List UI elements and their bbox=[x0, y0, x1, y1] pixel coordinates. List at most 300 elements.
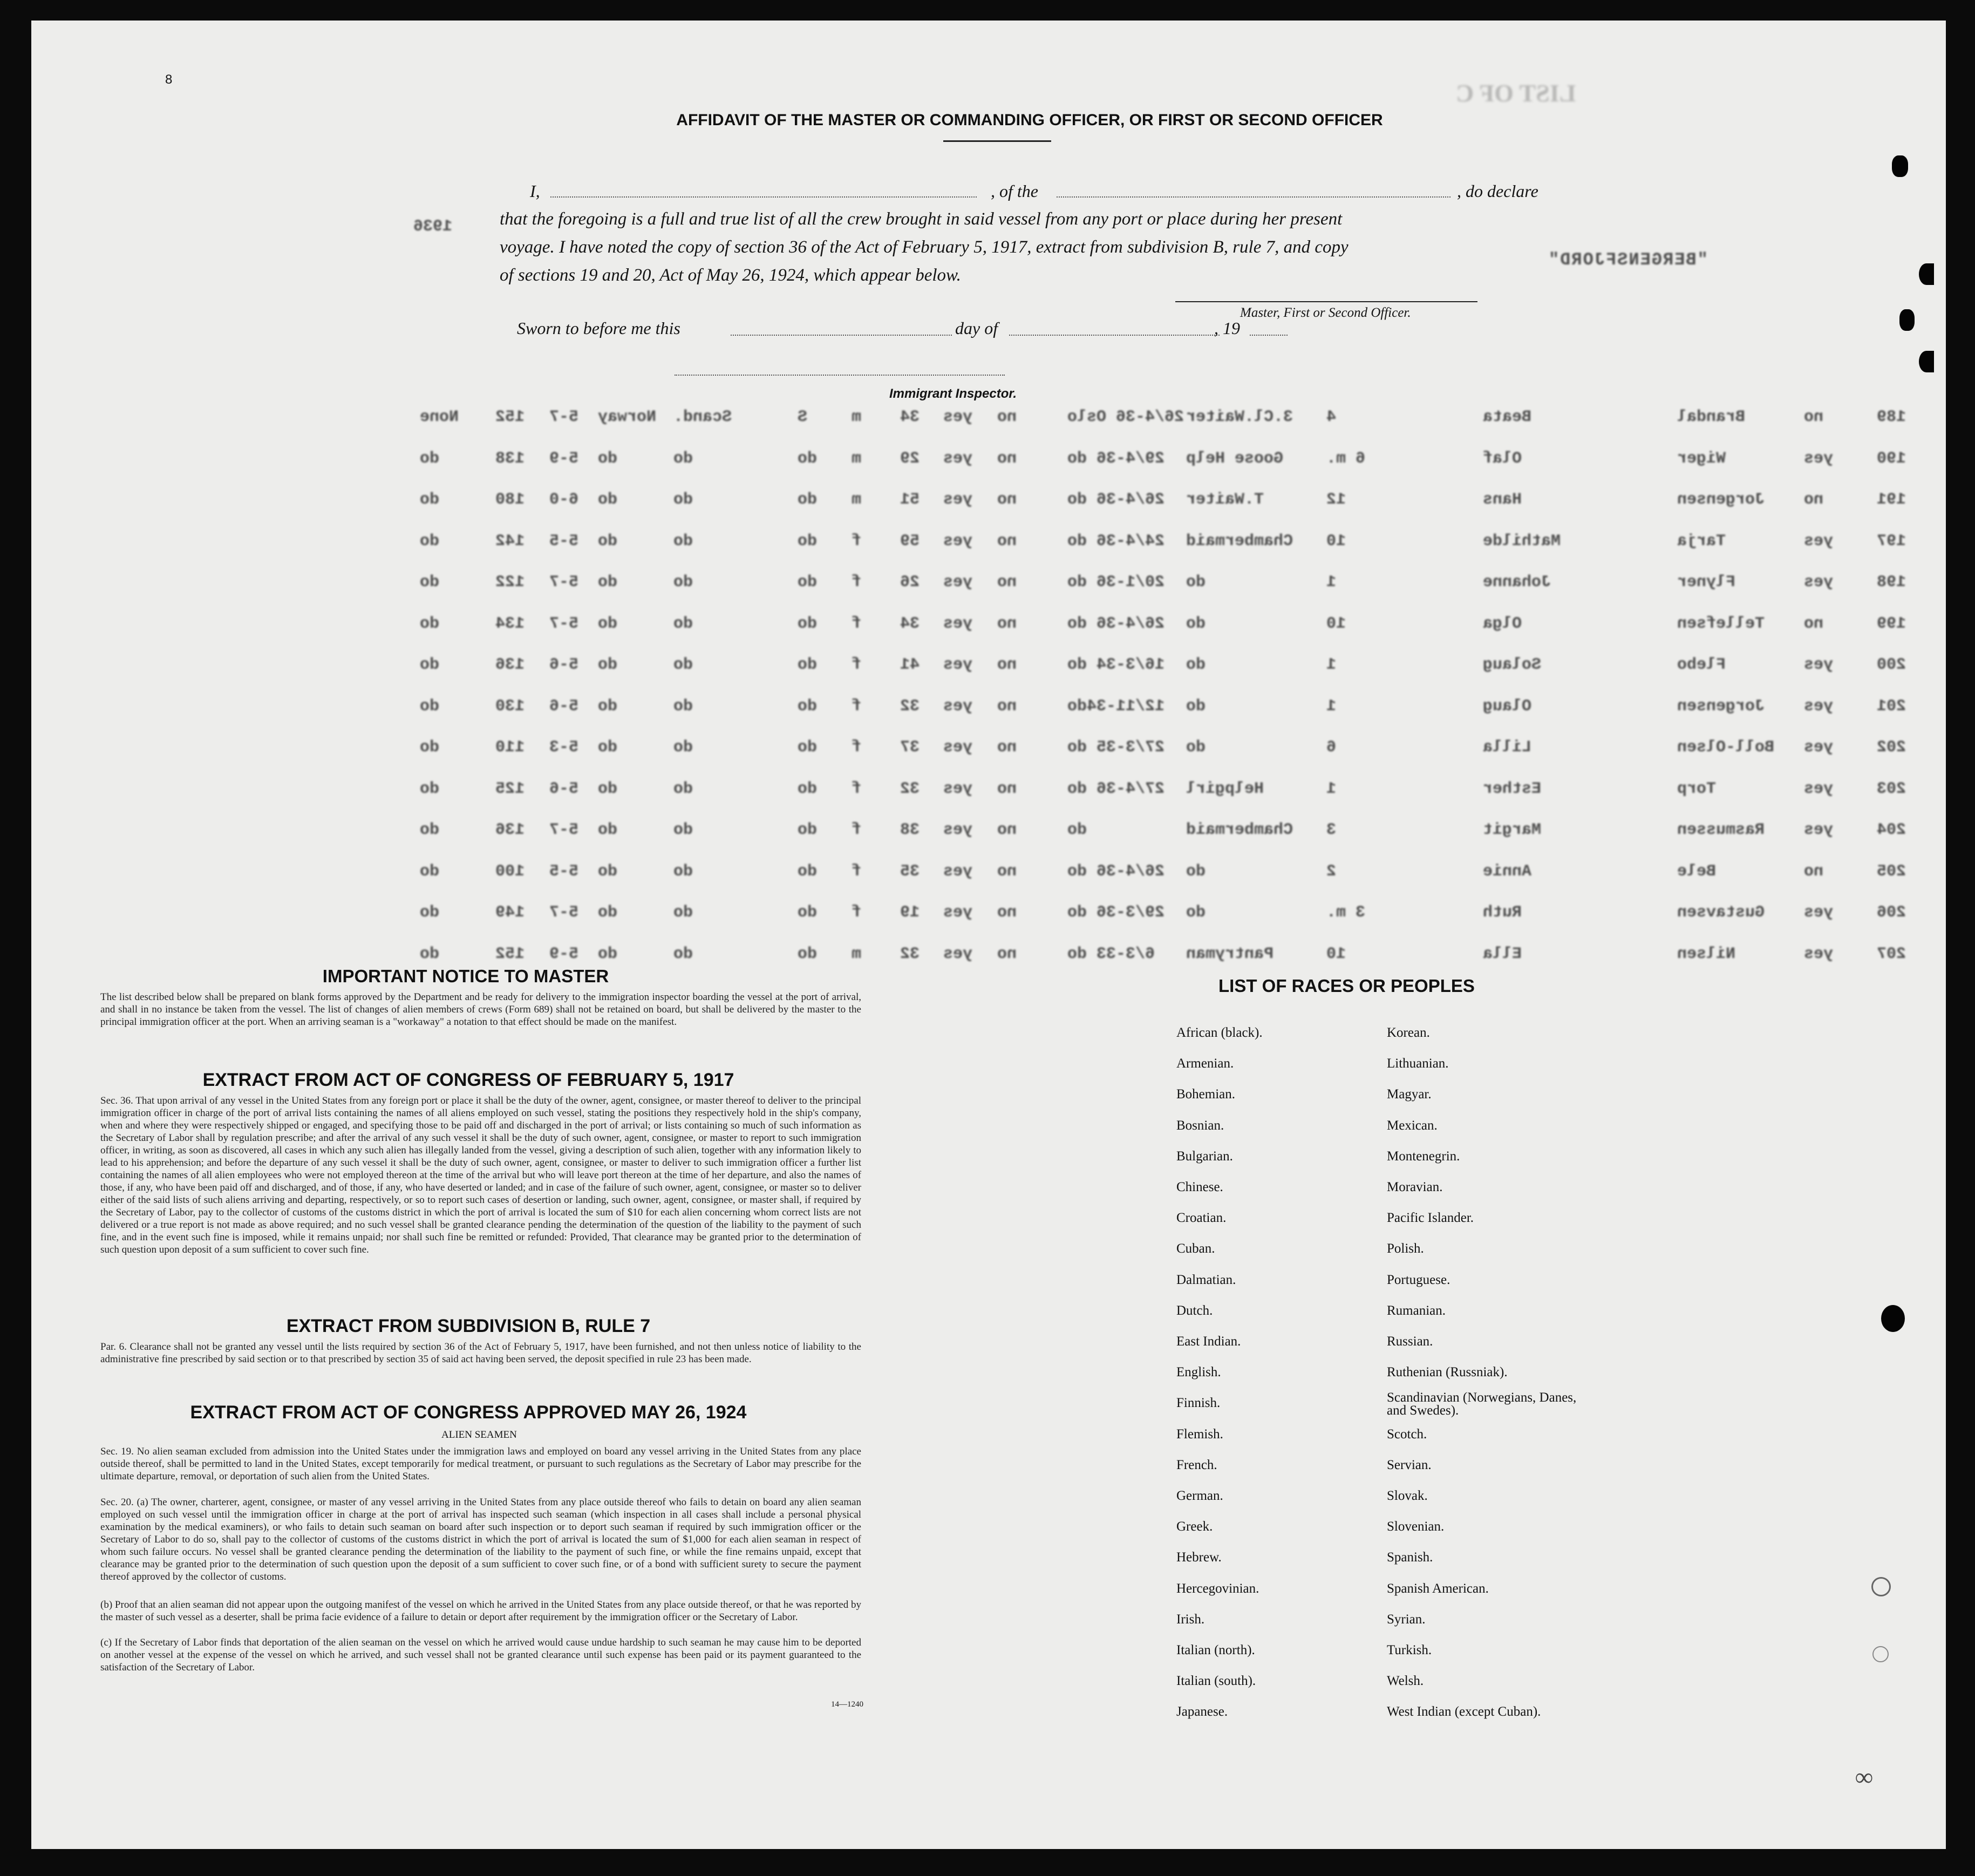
bleed-cell-ht: 5-7 bbox=[549, 821, 579, 839]
extract3-sec19: Sec. 19. No alien seaman excluded from admission into the United States under the immigration laws and employed on board any vessel arriving in the United States from any place outside thereof, shall be permitted to land in the United States, except temporarily for medical treatment, or pursuant to such regulations as the Secretary of Labor may prescribe for the ultimate departure, removal, or deportation of such alien from the United States. bbox=[100, 1446, 861, 1482]
bleed-cell-no: 204 bbox=[1877, 821, 1906, 839]
bleed-cell-ans: no bbox=[1804, 408, 1824, 426]
bleed-cell-given: Olga bbox=[1483, 614, 1522, 633]
race-item: Rumanian. bbox=[1387, 1303, 1446, 1318]
bleed-cell-eye: do bbox=[420, 449, 440, 468]
bleed-cell-age: 32 bbox=[900, 944, 920, 963]
bleed-cell-st: do bbox=[798, 614, 818, 633]
punch-hole-mark bbox=[1881, 1305, 1905, 1332]
bleed-cell-ht: 5-5 bbox=[549, 532, 579, 550]
bleed-cell-given: Beata bbox=[1483, 408, 1532, 426]
bleed-cell-given: Mathilde bbox=[1483, 532, 1561, 550]
bleed-cell-n: 6 m. bbox=[1326, 449, 1366, 468]
inspector-label: Immigrant Inspector. bbox=[889, 386, 1017, 401]
bleed-cell-ans: yes bbox=[1804, 779, 1834, 798]
bleed-cell-n: 1 bbox=[1326, 779, 1337, 798]
bleed-cell-n: 1 bbox=[1326, 573, 1337, 592]
bleed-cell-st: do bbox=[798, 656, 818, 674]
bleed-cell-surname: Torp bbox=[1677, 779, 1717, 798]
pencil-mark: ∞ bbox=[1855, 1763, 1873, 1791]
race-item: Italian (south). bbox=[1176, 1674, 1256, 1689]
bleed-cell-age: 51 bbox=[900, 491, 920, 509]
race-item: Bohemian. bbox=[1176, 1087, 1236, 1102]
bleed-cell-age: 34 bbox=[900, 408, 920, 426]
bleed-cell-date: 12/11-34do bbox=[1067, 697, 1165, 716]
bleed-cell-yes: yes bbox=[943, 821, 973, 839]
bleed-cell-ans: yes bbox=[1804, 573, 1834, 592]
bleed-cell-ht: 5-7 bbox=[549, 408, 579, 426]
sworn-year-field[interactable] bbox=[1250, 335, 1288, 336]
punch-hole-mark bbox=[1899, 309, 1915, 331]
race-item: Portuguese. bbox=[1387, 1272, 1450, 1287]
bleed-cell-q: no bbox=[997, 614, 1017, 633]
race-item: Dutch. bbox=[1176, 1303, 1213, 1318]
race-item: Welsh. bbox=[1387, 1674, 1424, 1689]
bleed-cell-n: 4 bbox=[1326, 408, 1337, 426]
bleed-cell-st: do bbox=[798, 903, 818, 922]
bleed-cell-nat: do bbox=[598, 449, 618, 468]
bleed-cell-age: 19 bbox=[900, 903, 920, 922]
bleed-cell-yes: yes bbox=[943, 614, 973, 633]
bleed-cell-n: 2 bbox=[1326, 862, 1337, 881]
bleed-cell-ht: 5-6 bbox=[549, 779, 579, 798]
bleed-row bbox=[31, 573, 1946, 606]
bleed-cell-race: do bbox=[673, 573, 693, 592]
page-number: 8 bbox=[165, 72, 173, 87]
bleed-cell-ans: yes bbox=[1804, 532, 1834, 550]
bleed-cell-surname: Flyner bbox=[1677, 573, 1736, 592]
bleed-cell-date: 6/3-33 do bbox=[1067, 944, 1155, 963]
bleed-cell-given: Lilla bbox=[1483, 738, 1532, 757]
inspector-signature-line[interactable] bbox=[675, 375, 1005, 376]
race-item: East Indian. bbox=[1176, 1334, 1241, 1349]
bleed-cell-no: 197 bbox=[1877, 532, 1906, 550]
bleed-cell-surname: Gustavsen bbox=[1677, 903, 1765, 922]
extract3-title: EXTRACT FROM ACT OF CONGRESS APPROVED MAY 26, 1924 bbox=[190, 1402, 747, 1423]
bleed-cell-ans: yes bbox=[1804, 944, 1834, 963]
bleed-cell-surname: Jorgensen bbox=[1677, 697, 1765, 716]
bleed-cell-race: do bbox=[673, 903, 693, 922]
notice-text: The list described below shall be prepared on blank forms approved by the Department and be ready for delivery to the immigration inspector boarding the vessel at the port of arrival, and shall in no instance be taken from the vessel. The list of changes of alien members of crews (Form 689) shall not be retained on board, but shall be delivered by the master to the principal immigration officer at the port. When an arriving seaman is a "workaway" a notation to that effect should be made on the manifest. bbox=[100, 991, 861, 1028]
bleed-cell-wt: 138 bbox=[495, 449, 525, 468]
bleed-cell-race: do bbox=[673, 821, 693, 839]
bleed-cell-no: 199 bbox=[1877, 614, 1906, 633]
bleed-cell-eye: do bbox=[420, 532, 440, 550]
bleed-cell-ht: 5-6 bbox=[549, 656, 579, 674]
bleed-cell-ht: 5-5 bbox=[549, 862, 579, 881]
bleed-cell-nat: do bbox=[598, 656, 618, 674]
bleed-cell-no: 200 bbox=[1877, 656, 1906, 674]
bleed-cell-race: Scand. bbox=[673, 408, 732, 426]
race-item: Korean. bbox=[1387, 1025, 1430, 1040]
race-item: Italian (north). bbox=[1176, 1643, 1255, 1657]
bleed-cell-sex: m bbox=[852, 491, 862, 509]
race-item: West Indian (except Cuban). bbox=[1387, 1704, 1541, 1719]
bleed-cell-race: do bbox=[673, 532, 693, 550]
bleed-cell-wt: 125 bbox=[495, 779, 525, 798]
race-item: Armenian. bbox=[1176, 1056, 1234, 1071]
bleed-cell-sex: f bbox=[852, 862, 862, 881]
bleed-cell-st: do bbox=[798, 573, 818, 592]
bleed-cell-ans: yes bbox=[1804, 449, 1834, 468]
bleed-cell-nat: do bbox=[598, 573, 618, 592]
extract1-text: Sec. 36. That upon arrival of any vessel in the United States from any foreign port or place it shall be the duty of the owner, agent, consignee, or master thereof to deliver to the principal immigration officer in charge of the port of arrival lists containing the names of all aliens employed on such vessel, stating the positions they respectively hold in the ship's company, when and where they were respectively shipped or engaged, and specifying those to be paid off and discharged in the port of arrival; or lists containing so much of such information as the Secretary of Labor shall by regulation prescribe; and after the arrival of any such vessel it shall be the duty of such owner, agent, consignee, or master to report to such immigration officer, in writing, as soon as discovered, all cases in which any such alien has illegally landed from the vessel, giving a description of such alien, together with any information likely to lead to his apprehension; and before the departure of any such vessel it shall be the duty of such owner, agent, consignee, or master to deliver to such immigration officer a further list containing the names of all alien employees who were not employed thereon at the time of the arrival but who will leave port thereon at the time of her departure, and also the names of those, if any, who have been paid off and discharged, and of those, if any, who have deserted or landed; and in case of the failure of such owner, agent, consignee, or master so to deliver either of the said lists of such aliens arriving and departing, respectively, or so to report such cases of desertion or landing, such owner, agent, consignee, or master shall, if required by the Secretary of Labor, pay to the collector of customs of the customs district in which the port of arrival is located the sum of $10 for each alien concerning whom correct lists are not delivered or a true report is not made as above required; and no such vessel shall be granted clearance pending the determination of the question of the liability to the payment of such fine, and in the event such fine is imposed, while it remains unpaid; nor shall such fine be remitted or refunded: Provided, That clearance may be granted prior to the determination of such question upon deposit of a sum sufficient to cover such fine. bbox=[100, 1095, 861, 1255]
bleed-cell-pos: do bbox=[1186, 697, 1206, 716]
bleed-cell-age: 32 bbox=[900, 697, 920, 716]
bleed-cell-nat: do bbox=[598, 738, 618, 757]
extract3-sec20b: (b) Proof that an alien seaman did not appear upon the outgoing manifest of the vessel on which he arrived in the United States from any place outside thereof, or that he was reported by the master of such vessel as a deserter, shall be prima facie evidence of a failure to detain or deport after requirement by the immigration officer or the Secretary of Labor. bbox=[100, 1599, 861, 1623]
bleed-cell-q: no bbox=[997, 697, 1017, 716]
bleed-header-code: "BERGENSFJORD" bbox=[1548, 250, 1708, 270]
extract2-text: Par. 6. Clearance shall not be granted any vessel until the lists required by section 36 of the Act of February 5, 1917, have been furnished, and not then unless notice of liability to the administrative fine prescribed by said section or to that prescribed by section 35 of said act having been served, the deposit specified in rule 23 has been made. bbox=[100, 1341, 861, 1365]
bleed-cell-race: do bbox=[673, 862, 693, 881]
bleed-cell-no: 206 bbox=[1877, 903, 1906, 922]
punch-hole-outline bbox=[1871, 1577, 1891, 1596]
sworn-label: Sworn to before me this bbox=[517, 318, 680, 338]
bleed-cell-nat: do bbox=[598, 862, 618, 881]
bleed-cell-eye: do bbox=[420, 903, 440, 922]
bleed-cell-yes: yes bbox=[943, 408, 973, 426]
bleed-cell-age: 35 bbox=[900, 862, 920, 881]
bleed-cell-nat: do bbox=[598, 491, 618, 509]
bleed-cell-nat: do bbox=[598, 903, 618, 922]
race-item: Moravian. bbox=[1387, 1180, 1443, 1194]
bleed-cell-q: no bbox=[997, 944, 1017, 963]
bleed-cell-ans: yes bbox=[1804, 656, 1834, 674]
race-item: Cuban. bbox=[1176, 1241, 1215, 1256]
bleed-cell-no: 191 bbox=[1877, 491, 1906, 509]
bleed-cell-sex: m bbox=[852, 408, 862, 426]
bleed-cell-yes: yes bbox=[943, 903, 973, 922]
race-item: Servian. bbox=[1387, 1457, 1432, 1472]
bleed-cell-q: no bbox=[997, 408, 1017, 426]
bleed-cell-no: 198 bbox=[1877, 573, 1906, 592]
race-item: Pacific Islander. bbox=[1387, 1211, 1474, 1226]
race-item: Spanish. bbox=[1387, 1550, 1433, 1565]
bleed-cell-eye: do bbox=[420, 656, 440, 674]
bleed-cell-yes: yes bbox=[943, 779, 973, 798]
bleed-cell-st: do bbox=[798, 738, 818, 757]
race-item: English. bbox=[1176, 1365, 1221, 1380]
affidavit-body-3: voyage. I have noted the copy of section 36 of the Act of February 5, 1917, extract from subdivision B, rule 7, and copy bbox=[500, 237, 1349, 257]
extract3-subtitle: ALIEN SEAMEN bbox=[441, 1429, 517, 1440]
bleed-cell-q: no bbox=[997, 821, 1017, 839]
bleed-cell-date: 29/3-36 do bbox=[1067, 903, 1165, 922]
bleed-cell-st: do bbox=[798, 449, 818, 468]
bleed-cell-nat: do bbox=[598, 944, 618, 963]
bleed-cell-sex: f bbox=[852, 779, 862, 798]
bleed-cell-st: S bbox=[798, 408, 808, 426]
bleed-row bbox=[31, 738, 1946, 771]
race-item: Japanese. bbox=[1176, 1704, 1228, 1719]
bleed-row bbox=[31, 450, 1946, 482]
document-page: 8 1936 "BERGENSFJORD" LIST OF C AFFIDAVIT OF THE MASTER OR COMMANDING OFFICER, OR FIRST OR SECOND OFFICER I, , of the , do declare that the foregoing is a full and true list of all the crew brought in said vessel from any port or place during her present voyage. I have noted the copy of section 36 of the Act of February 5, 1917, extract from subdivision B, rule 7, and copy of sections 19 and 20, Act of May 26, 1924, which appear below. Master, First or Second Officer. Sworn to before me this day of , 19 Immigrant Inspector. 189 no Brandal Beata 4 3.Cl.Waiter 26/4-36 Oslo no yes 34 m S Scand. Norway 5-7 152 None 190 yes Wiger Olaf 6 m. Goose Help 29/4-36 do no yes 29 m do do do 5-9 138 do 191 no Jorgensen Hans 12 T.Waiter 26/4-36 do no yes 51 m do do do 6-0 180 do 197 yes Tarja Mathilde 10 Chambermaid 24/4-36 do no yes 59 f do do do 5-5 142 do 198 yes Flyner Johanne 1 do 20/1-36 do no yes 26 f do do do 5-7 122 do 199 no Tellefsen Olga 10 do 26/4-36 do no yes 34 f do do do 5-7 134 do 200 yes Flebo Solaug 1 do 16/3-34 do no yes 41 f do do do 5-6 136 do 201 yes Jorgensen Olaug 1 do 12/11-34do no yes 32 f do do do 5-6 130 do 202 yes Boll-Olsen Lilla 6 do 27/3-35 do no yes 37 f do do do 5-3 110 do 203 yes Torp Esther 1 Helpgirl 27/4-36 do no yes 32 f do do do 5-6 125 do 204 yes Rasmussen Margit 3 Chambermaid do no yes 38 f do do do 5-7 136 do 205 no Bele Annie 2 do 26/4-36 do no yes 35 f do do do 5-5 100 do 206 yes Gustavsen Ruth 3 m. do 29/3-36 do no yes 19 f do do do 5-7 149 do 207 yes Nilsen Ella 10 Pantryman 6/3-33 do no yes 32 m do do do 5-9 152 do IMPORTANT NOTICE TO MASTER The list described below shall be prepared on blank forms approved by the Department and be ready for delivery to the immigration inspector boarding the vessel at the port of arrival, and shall in no instance be taken from the vessel. The list of changes of alien members of crews (Form 689) shall not be retained on board, but shall be delivered by the master to the principal immigration officer at the port. When an arriving seaman is a "workaway" a notation to that effect should be made on the manifest. EXTRACT FROM ACT OF CONGRESS OF FEBRUARY 5, 1917 Sec. 36. That upon arrival of any vessel in the United States from any foreign port or place it shall be the duty of the owner, agent, consignee, or master thereof to deliver to the principal immigration officer in charge of the port of arrival lists containing the names of all aliens employed on such vessel, stating the positions they respectively hold in the ship's company, when and where they were respectively shipped or engaged, and specifying those to be paid off and discharged in the port of arrival; or lists containing so much of such information as the Secretary of Labor shall by regulation prescribe; and after the arrival of any such vessel it shall be the duty of such owner, agent, consignee, or master to report to such immigration officer, in writing, as soon as discovered, all cases in which any such alien has illegally landed from the vessel, giving a description of such alien, together with any information likely to lead to his apprehension; and before the departure of any such vessel it shall be the duty of such owner, agent, consignee, or master to deliver to such immigration officer a further list containing the names of all alien employees who were not employed thereon at the time of the arrival but who will leave port thereon at the time of her departure, and also the names of those, if any, who have been paid off and discharged, and of those, if any, who have deserted or landed; and in case of the failure of such owner, agent, consignee, or master so to deliver either of the said lists of such aliens arriving and departing, respectively, or so to report such cases of desertion or landing, such owner, agent, consignee, or master shall, if required by the Secretary of Labor, pay to the collector of customs of the customs district in which the port of arrival is located the sum of $10 for each alien concerning whom correct lists are not delivered or a true report is not made as above required; and no such vessel shall be granted clearance pending the determination of the question of the liability to the payment of such fine, and in the event such fine is imposed, while it remains unpaid; nor shall such fine be remitted or refunded: Provided, That clearance may be granted prior to the determination of such question upon deposit of a sum sufficient to cover such fine. EXTRACT FROM SUBDIVISION B, RULE 7 Par. 6. Clearance shall not be granted any vessel until the lists required by section 36 of the Act of February 5, 1917, have been furnished, and not then unless notice of liability to the administrative fine prescribed by said section or to that prescribed by section 35 of said act having been served, the deposit specified in rule 23 has been made. EXTRACT FROM ACT OF CONGRESS APPROVED MAY 26, 1924 ALIEN SEAMEN Sec. 19. No alien seaman excluded from admission into the United States under the immigration laws and employed on board any vessel arriving in the United States from any place outside thereof, shall be permitted to land in the United States, except temporarily for medical treatment, or pursuant to such regulations as the Secretary of Labor may prescribe for the ultimate departure, removal, or deportation of such alien from the United States. Sec. 20. (a) The owner, charterer, agent, consignee, or master of any vessel arriving in the United States from any place outside thereof who fails to detain on board any alien seaman employed on such vessel until the immigration officer in charge at the port of arrival has inspected such seaman (which inspection in all cases shall include a personal physical examination by the medical examiners), or who fails to detain such seaman on board after such inspection or to deport such seaman if required by such immigration officer or the Secretary of Labor to do so, shall pay to the collector of customs of the customs district in which the port of arrival is located the sum of $1,000 for each alien seaman in respect of whom such failure occurs. No vessel shall be granted clearance pending the determination of the liability to the payment of such fine, or while the fine remains unpaid, except that clearance may be granted prior to the determination of such question upon the deposit of a sum sufficient to cover such fine, or of a bond with sufficient surety to secure the payment thereof approved by the collector of customs. (b) Proof that an alien seaman did not appear upon the outgoing manifest of the vessel on which he arrived in the United States from any place outside thereof, or that he was reported by the master of such vessel as a deserter, shall be prima facie evidence of a failure to detain or deport after requirement by the immigration officer or the Secretary of Labor. (c) If the Secretary of Labor finds that deportation of the alien seaman on the vessel on which he arrived would cause undue hardship to such seaman he may cause him to be deported on another vessel at the expense of the vessel on which he arrived, and such vessel shall not be granted clearance until such expense has been paid or its payment guaranteed to the satisfaction of the Secretary of Labor. 14—1240 LIST OF RACES OR PEOPLES African (black). Armenian. Bohemian. Bosnian. Bulgarian. Chinese. Croatian. Cuban. Dalmatian. Dutch. East Indian. English. Finnish. Flemish. French. German. Greek. Hebrew. Hercegovinian. Irish. Italian (north). Italian (south). Japanese. Korean. Lithuanian. Magyar. Mexican. Montenegrin. Moravian. Pacific Islander. Polish. Portuguese. Rumanian. Russian. Ruthenian (Russniak). Scandinavian (Norwegians, Danes, and Swedes). Scotch. Servian. Slovak. Slovenian. Spanish. Spanish American. Syrian. Turkish. Welsh. West Indian (except Cuban). ∞ bbox=[31, 21, 1946, 1849]
bleed-cell-n: 6 bbox=[1326, 738, 1337, 757]
bleed-cell-sex: f bbox=[852, 532, 862, 550]
bleed-cell-n: 3 bbox=[1326, 821, 1337, 839]
bleed-cell-race: do bbox=[673, 656, 693, 674]
bleed-cell-age: 38 bbox=[900, 821, 920, 839]
race-item: Hebrew. bbox=[1176, 1550, 1222, 1565]
punch-hole-mark bbox=[1892, 155, 1908, 177]
bleed-cell-eye: do bbox=[420, 821, 440, 839]
bleed-cell-no: 205 bbox=[1877, 862, 1906, 881]
bleed-cell-yes: yes bbox=[943, 491, 973, 509]
sworn-day-field[interactable] bbox=[731, 335, 952, 336]
race-item: Polish. bbox=[1387, 1241, 1424, 1256]
bleed-cell-race: do bbox=[673, 738, 693, 757]
bleed-cell-no: 203 bbox=[1877, 779, 1906, 798]
name-field[interactable] bbox=[550, 196, 977, 198]
bleed-cell-pos: T.Waiter bbox=[1186, 491, 1264, 509]
bleed-cell-yes: yes bbox=[943, 697, 973, 716]
bleed-cell-given: Ella bbox=[1483, 944, 1522, 963]
bleed-cell-pos: 3.Cl.Waiter bbox=[1186, 408, 1293, 426]
bleed-cell-n: 10 bbox=[1326, 532, 1346, 550]
bleed-cell-q: no bbox=[997, 738, 1017, 757]
bleed-cell-ht: 5-9 bbox=[549, 944, 579, 963]
bleed-cell-eye: do bbox=[420, 697, 440, 716]
bleed-cell-pos: Helpgirl bbox=[1186, 779, 1264, 798]
bleed-cell-sex: f bbox=[852, 697, 862, 716]
race-item: Montenegrin. bbox=[1387, 1148, 1460, 1164]
bleed-cell-given: Olaug bbox=[1483, 697, 1532, 716]
bleed-cell-wt: 152 bbox=[495, 408, 525, 426]
bleed-cell-date: 29/4-36 do bbox=[1067, 449, 1165, 468]
bleed-cell-ht: 5-7 bbox=[549, 614, 579, 633]
sworn-month-field[interactable] bbox=[1009, 335, 1220, 336]
affidavit-title: AFFIDAVIT OF THE MASTER OR COMMANDING OFFICER, OR FIRST OR SECOND OFFICER bbox=[676, 111, 1383, 129]
bleed-cell-st: do bbox=[798, 532, 818, 550]
races-title: LIST OF RACES OR PEOPLES bbox=[1218, 976, 1475, 996]
notice-title: IMPORTANT NOTICE TO MASTER bbox=[322, 966, 609, 986]
bleed-cell-st: do bbox=[798, 862, 818, 881]
bleed-cell-wt: 100 bbox=[495, 862, 525, 881]
bleed-row bbox=[31, 491, 1946, 523]
bleed-cell-given: Ruth bbox=[1483, 903, 1522, 922]
bleed-cell-given: Johanne bbox=[1483, 573, 1551, 592]
bleed-cell-wt: 110 bbox=[495, 738, 525, 757]
bleed-cell-date: 16/3-34 do bbox=[1067, 656, 1165, 674]
extract3-sec20c: (c) If the Secretary of Labor finds that deportation of the alien seaman on the vessel on which he arrived would cause undue hardship to such seaman he may cause him to be deported on another vessel at the expense of the vessel on which he arrived, and such vessel shall not be granted clearance until such expense has been paid or its payment guaranteed to the satisfaction of the Secretary of Labor. bbox=[100, 1637, 861, 1673]
vessel-field[interactable] bbox=[1057, 196, 1450, 198]
bleed-row bbox=[31, 780, 1946, 812]
bleed-cell-pos: do bbox=[1186, 614, 1206, 633]
bleed-cell-ans: yes bbox=[1804, 903, 1834, 922]
bleed-cell-eye: do bbox=[420, 614, 440, 633]
race-item: Mexican. bbox=[1387, 1118, 1438, 1133]
bleed-cell-given: Hans bbox=[1483, 491, 1522, 509]
bleed-cell-sex: m bbox=[852, 449, 862, 468]
extract2-title: EXTRACT FROM SUBDIVISION B, RULE 7 bbox=[286, 1316, 651, 1336]
bleed-cell-q: no bbox=[997, 573, 1017, 592]
bleed-cell-no: 190 bbox=[1877, 449, 1906, 468]
bleed-cell-wt: 134 bbox=[495, 614, 525, 633]
bleed-cell-surname: Flebo bbox=[1677, 656, 1726, 674]
master-signature-line[interactable] bbox=[1175, 301, 1477, 302]
bleed-cell-ans: yes bbox=[1804, 738, 1834, 757]
bleed-cell-race: do bbox=[673, 779, 693, 798]
bleed-cell-wt: 136 bbox=[495, 656, 525, 674]
bleed-cell-wt: 136 bbox=[495, 821, 525, 839]
bleed-cell-ans: yes bbox=[1804, 697, 1834, 716]
bleed-cell-ht: 5-3 bbox=[549, 738, 579, 757]
bleed-cell-q: no bbox=[997, 903, 1017, 922]
punch-hole-mark bbox=[1919, 351, 1934, 372]
bleed-cell-n: 1 bbox=[1326, 697, 1337, 716]
race-item: Chinese. bbox=[1176, 1180, 1223, 1194]
bleed-cell-yes: yes bbox=[943, 573, 973, 592]
bleed-cell-eye: do bbox=[420, 944, 440, 963]
bleed-cell-given: Esther bbox=[1483, 779, 1542, 798]
bleed-cell-no: 201 bbox=[1877, 697, 1906, 716]
bleed-cell-date: 26/4-36 do bbox=[1067, 862, 1165, 881]
bleed-cell-ans: yes bbox=[1804, 821, 1834, 839]
bleed-cell-yes: yes bbox=[943, 862, 973, 881]
bleed-cell-ans: no bbox=[1804, 491, 1824, 509]
bleed-cell-age: 37 bbox=[900, 738, 920, 757]
race-item: Irish. bbox=[1176, 1612, 1205, 1627]
bleed-cell-date: 24/4-36 do bbox=[1067, 532, 1165, 550]
race-item: Spanish American. bbox=[1387, 1581, 1489, 1596]
bleed-cell-date: 27/3-35 do bbox=[1067, 738, 1165, 757]
race-item: Flemish. bbox=[1176, 1426, 1223, 1442]
bleed-cell-yes: yes bbox=[943, 738, 973, 757]
bleed-cell-race: do bbox=[673, 614, 693, 633]
bleed-cell-pos: Chambermaid bbox=[1186, 532, 1293, 550]
race-item: Croatian. bbox=[1176, 1211, 1227, 1226]
bleed-cell-age: 26 bbox=[900, 573, 920, 592]
race-item: Hercegovinian. bbox=[1176, 1581, 1259, 1596]
bleed-cell-n: 1 bbox=[1326, 656, 1337, 674]
bleed-cell-date: 26/4-36 Oslo bbox=[1067, 408, 1184, 426]
bleed-cell-no: 207 bbox=[1877, 944, 1906, 963]
bleed-row bbox=[31, 408, 1946, 440]
bleed-cell-pos: do bbox=[1186, 738, 1206, 757]
bleed-cell-n: 3 m. bbox=[1326, 903, 1366, 922]
affidavit-body-4: of sections 19 and 20, Act of May 26, 1924, which appear below. bbox=[500, 266, 961, 285]
bleed-cell-n: 10 bbox=[1326, 944, 1346, 963]
bleed-cell-race: do bbox=[673, 449, 693, 468]
bleed-cell-wt: 142 bbox=[495, 532, 525, 550]
bleed-cell-eye: do bbox=[420, 738, 440, 757]
bleed-cell-age: 59 bbox=[900, 532, 920, 550]
bleed-cell-date: 20/1-36 do bbox=[1067, 573, 1165, 592]
bleed-cell-sex: f bbox=[852, 573, 862, 592]
bleed-header-date: 1936 bbox=[413, 217, 453, 236]
bleed-row bbox=[31, 656, 1946, 688]
bleed-cell-pos: Pantryman bbox=[1186, 944, 1274, 963]
bleed-cell-q: no bbox=[997, 449, 1017, 468]
bleed-cell-wt: 130 bbox=[495, 697, 525, 716]
bleed-cell-sex: m bbox=[852, 944, 862, 963]
bleed-cell-pos: do bbox=[1186, 903, 1206, 922]
bleed-cell-sex: f bbox=[852, 656, 862, 674]
bleed-cell-nat: do bbox=[598, 697, 618, 716]
race-item: Russian. bbox=[1387, 1334, 1433, 1349]
bleed-cell-pos: do bbox=[1186, 862, 1206, 881]
race-item: African (black). bbox=[1176, 1025, 1263, 1040]
bleed-row bbox=[31, 821, 1946, 853]
bleed-cell-given: Solaug bbox=[1483, 656, 1542, 674]
bleed-cell-yes: yes bbox=[943, 656, 973, 674]
bleed-cell-q: no bbox=[997, 491, 1017, 509]
bleed-row bbox=[31, 903, 1946, 936]
race-item: German. bbox=[1176, 1488, 1223, 1503]
bleed-cell-race: do bbox=[673, 697, 693, 716]
race-item: Scandinavian (Norwegians, Danes, and Swedes). bbox=[1387, 1390, 1577, 1418]
bleed-cell-yes: yes bbox=[943, 532, 973, 550]
bleed-cell-date: 27/4-36 do bbox=[1067, 779, 1165, 798]
bleed-cell-wt: 149 bbox=[495, 903, 525, 922]
master-label: Master, First or Second Officer. bbox=[1240, 305, 1411, 320]
race-item: Bosnian. bbox=[1176, 1118, 1224, 1133]
bleed-cell-sex: f bbox=[852, 738, 862, 757]
bleed-cell-wt: 122 bbox=[495, 573, 525, 592]
bleed-cell-q: no bbox=[997, 862, 1017, 881]
bleed-cell-surname: Jorgensen bbox=[1677, 491, 1765, 509]
race-item: Ruthenian (Russniak). bbox=[1387, 1365, 1508, 1380]
bleed-cell-st: do bbox=[798, 491, 818, 509]
race-item: Scotch. bbox=[1387, 1426, 1427, 1442]
bleed-cell-ht: 6-0 bbox=[549, 491, 579, 509]
bleed-cell-eye: do bbox=[420, 779, 440, 798]
bleed-cell-ans: no bbox=[1804, 862, 1824, 881]
bleed-cell-st: do bbox=[798, 821, 818, 839]
race-item: French. bbox=[1176, 1457, 1217, 1472]
bleed-cell-date: 26/4-36 do bbox=[1067, 491, 1165, 509]
bleed-cell-q: no bbox=[997, 779, 1017, 798]
bleed-cell-n: 12 bbox=[1326, 491, 1346, 509]
bleed-cell-surname: Rasmussen bbox=[1677, 821, 1765, 839]
punch-hole-outline bbox=[1872, 1646, 1889, 1662]
bleed-row bbox=[31, 697, 1946, 730]
bleed-cell-ht: 5-9 bbox=[549, 449, 579, 468]
race-item: Dalmatian. bbox=[1176, 1272, 1236, 1287]
bleed-cell-age: 34 bbox=[900, 614, 920, 633]
bleed-cell-q: no bbox=[997, 656, 1017, 674]
bleed-cell-race: do bbox=[673, 944, 693, 963]
bleed-cell-surname: Tarja bbox=[1677, 532, 1726, 550]
bleed-cell-date: 26/4-36 do bbox=[1067, 614, 1165, 633]
bleed-cell-st: do bbox=[798, 779, 818, 798]
bleed-cell-eye: None bbox=[420, 408, 459, 426]
affidavit-body-2: that the foregoing is a full and true list of all the crew brought in said vessel from any port or place during her present bbox=[500, 209, 1343, 229]
bleed-cell-wt: 180 bbox=[495, 491, 525, 509]
bleed-cell-age: 29 bbox=[900, 449, 920, 468]
bleed-row bbox=[31, 532, 1946, 565]
bleed-cell-surname: Tellefsen bbox=[1677, 614, 1765, 633]
race-item: Magyar. bbox=[1387, 1087, 1432, 1102]
form-code: 14—1240 bbox=[831, 1700, 863, 1709]
bleed-cell-given: Margit bbox=[1483, 821, 1542, 839]
punch-hole-mark bbox=[1919, 263, 1934, 285]
bleed-cell-surname: Brandal bbox=[1677, 408, 1746, 426]
bleed-cell-nat: Norway bbox=[598, 408, 657, 426]
bleed-cell-nat: do bbox=[598, 821, 618, 839]
bleed-cell-eye: do bbox=[420, 573, 440, 592]
bleed-cell-ht: 5-7 bbox=[549, 573, 579, 592]
bleed-cell-pos: Goose Help bbox=[1186, 449, 1284, 468]
bleed-cell-nat: do bbox=[598, 532, 618, 550]
bleed-cell-pos: do bbox=[1186, 656, 1206, 674]
bleed-cell-given: Annie bbox=[1483, 862, 1532, 881]
bleed-cell-sex: f bbox=[852, 614, 862, 633]
bleed-cell-surname: Nilsen bbox=[1677, 944, 1736, 963]
race-item: Lithuanian. bbox=[1387, 1056, 1449, 1071]
bleed-cell-st: do bbox=[798, 944, 818, 963]
race-item: Bulgarian. bbox=[1176, 1148, 1233, 1164]
